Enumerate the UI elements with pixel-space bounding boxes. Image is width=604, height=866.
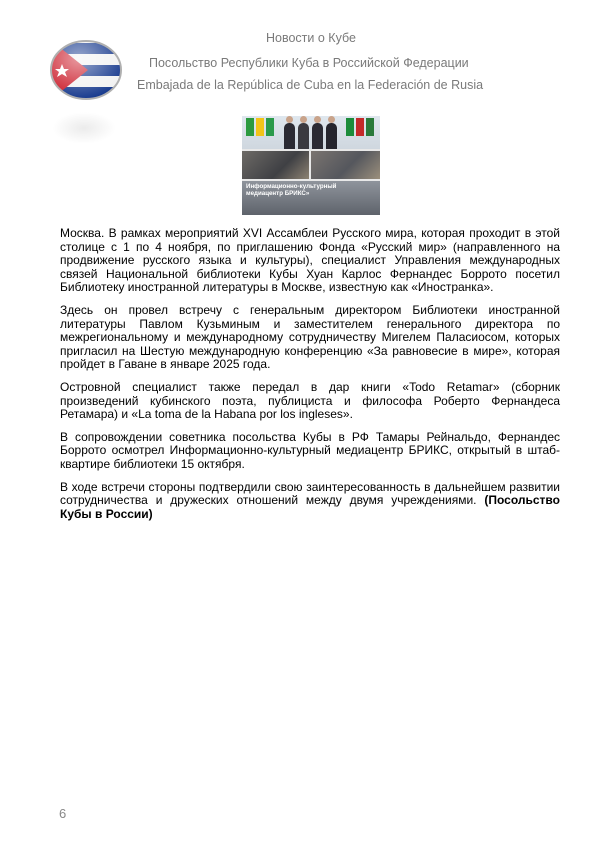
photo-meeting-room [242, 151, 309, 179]
logo-shadow [52, 112, 116, 144]
page-number: 6 [59, 806, 67, 821]
news-photo-collage [242, 116, 380, 215]
photo-caption-line2: медиацентр БРИКС» [246, 190, 310, 197]
article-source: (Посольство Кубы в России) [60, 493, 560, 521]
article-paragraph-3: Островной специалист также передал в дар книги «Todo Retamar» (сборник произведений кубинского поэта, публициста и философа Роберто Фернандеса Ретамара) и «La toma de la Habana por los ingleses». [60, 379, 560, 422]
article-paragraph-1: Москва. В рамках мероприятий XVI Ассамблеи Русского мира, которая проходит в этой столице с 1 по 4 ноября, по приглашению Фонда «Русский мир» (направленного на продвижение русского языка и культуры), специалист Управления международных связей Национальной библиотеки Кубы Хуан Карлос Фернандес Боррото посетил Библиотеку иностранной литературы в Москве, известную как «Иностранка». [60, 226, 560, 295]
photo-meeting-flags [242, 116, 380, 149]
article-paragraph-4: В сопровождении советника посольства Кубы в РФ Тамары Рейнальдо, Фернандес Боррото осмотрел Информационно-культурный медиацентр БРИКС, открытый в штаб-квартире библиотеки 15 октября. [60, 429, 560, 471]
article-paragraph-5 [60, 481, 560, 522]
article-paragraph-5-text: В ходе встречи стороны подтвердили свою заинтересованность в дальнейшем развитии сотрудничества и дружеских отношений между двумя учреждениями. [60, 479, 560, 508]
article-body [60, 227, 560, 530]
header-title: Новости о Кубе [266, 31, 356, 45]
article-paragraph-2: Здесь он провел встречу с генеральным директором Библиотеки иностранной литературы Павлом Кузьминым и заместителем генерального директора по межрегиональному и международному сотрудничеству Мигелем Паласиосом, которых пригласил на Шестую международную конференцию «За равновесие в мире», которая пройдет в Гаване в январе 2025 года. [60, 302, 560, 372]
photo-caption [246, 183, 374, 197]
photo-meeting-table [311, 151, 380, 179]
header-embassy-es: Embajada de la República de Cuba en la Federación de Rusia [137, 78, 484, 92]
photo-caption-line1: Информационно-культурный [246, 183, 337, 190]
cuba-flag-oval-icon [48, 38, 124, 102]
header-embassy-ru: Посольство Республики Куба в Российской Федерации [149, 56, 469, 70]
